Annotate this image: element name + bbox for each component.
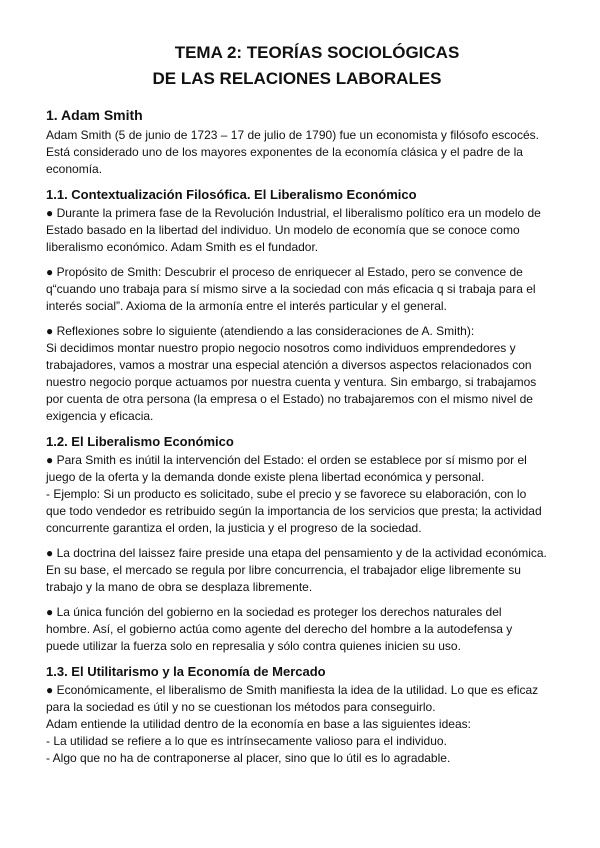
paragraph: ● La doctrina del laissez faire preside una etapa del pensamiento y de la actividad económica. En su base, el mercado se regula por libre concurrencia, el trabajador elige libremente su trabajo y la mano de obra se desplaza libremente.: [46, 546, 547, 594]
paragraph: - Ejemplo: Si un producto es solicitado, sube el precio y se favorece su elaboración, con lo que todo vendedor es retribuido según la importancia de los servicios que presta; la actividad concurrente garantiza el orden, la justicia y el progreso de la sociedad.: [46, 487, 542, 535]
document-title: [46, 40, 548, 92]
paragraph: ● Económicamente, el liberalismo de Smith manifiesta la idea de la utilidad. Lo que es eficaz para la sociedad es útil y no se cuestionan los métodos para conseguirlo.: [46, 683, 539, 714]
title-line-1: TEMA 2: TEORÍAS SOCIOLÓGICAS: [174, 43, 460, 62]
subsection-heading: 1.3. El Utilitarismo y la Economía de Mercado: [46, 664, 326, 679]
paragraph: Adam entiende la utilidad dentro de la economía en base a las siguientes ideas:: [46, 717, 471, 731]
list-item: - La utilidad se refiere a lo que es intrínsecamente valioso para el individuo.: [46, 734, 447, 748]
list-item: - Algo que no ha de contraponerse al placer, sino que lo útil es lo agradable.: [46, 751, 451, 765]
section-adam-smith: [46, 106, 548, 178]
paragraph: ● Durante la primera fase de la Revolución Industrial, el liberalismo político era un modelo de Estado basado en la libertad del individuo. Un modelo de economía que se conoce como liberalismo económico. Adam Smith es el fundador.: [46, 206, 541, 254]
section-contextualizacion: [46, 186, 548, 425]
paragraph: ● Reflexiones sobre lo siguiente (atendiendo a las consideraciones de A. Smith):: [46, 324, 475, 338]
paragraph: Si decidimos montar nuestro propio negocio nosotros como individuos emprendedores y trabajadores, vamos a mostrar una especial atención a diversos aspectos relacionados con nuestro negocio porque actuamos por nuestra cuenta y ventura. Sin embargo, si trabajamos por cuenta de otra persona (la empresa o el Estado) no trabajaremos con el mismo nivel de exigencia y eficacia.: [46, 341, 537, 423]
paragraph: ● Para Smith es inútil la intervención del Estado: el orden se establece por sí mismo por el juego de la oferta y la demanda donde existe plena libertad económica y personal.: [46, 453, 527, 484]
section-liberalismo: [46, 433, 548, 655]
paragraph-intro: Adam Smith (5 de junio de 1723 – 17 de julio de 1790) fue un economista y filósofo escocés. Está considerado uno de los mayores exponentes de la economía clásica y el padre de la economía.: [46, 128, 539, 176]
title-line-2: DE LAS RELACIONES LABORALES: [152, 69, 442, 88]
subsection-heading: 1.1. Contextualización Filosófica. El Liberalismo Económico: [46, 187, 417, 202]
section-utilitarismo: [46, 663, 548, 767]
subsection-heading: 1.2. El Liberalismo Económico: [46, 434, 234, 449]
paragraph: ● Propósito de Smith: Descubrir el proceso de enriquecer al Estado, pero se convence de q“cuando uno trabaja para sí mismo sirve a la sociedad con más eficacia q si trabaja para el interés social”. Axioma de la armonía entre el interés particular y el general.: [46, 265, 536, 313]
paragraph: ● La única función del gobierno en la sociedad es proteger los derechos naturales del hombre. Así, el gobierno actúa como agente del derecho del hombre a la autodefensa y puede utilizar la fuerza solo en represalia y sólo contra quienes inicien su uso.: [46, 605, 513, 653]
section-heading: 1. Adam Smith: [46, 107, 143, 123]
